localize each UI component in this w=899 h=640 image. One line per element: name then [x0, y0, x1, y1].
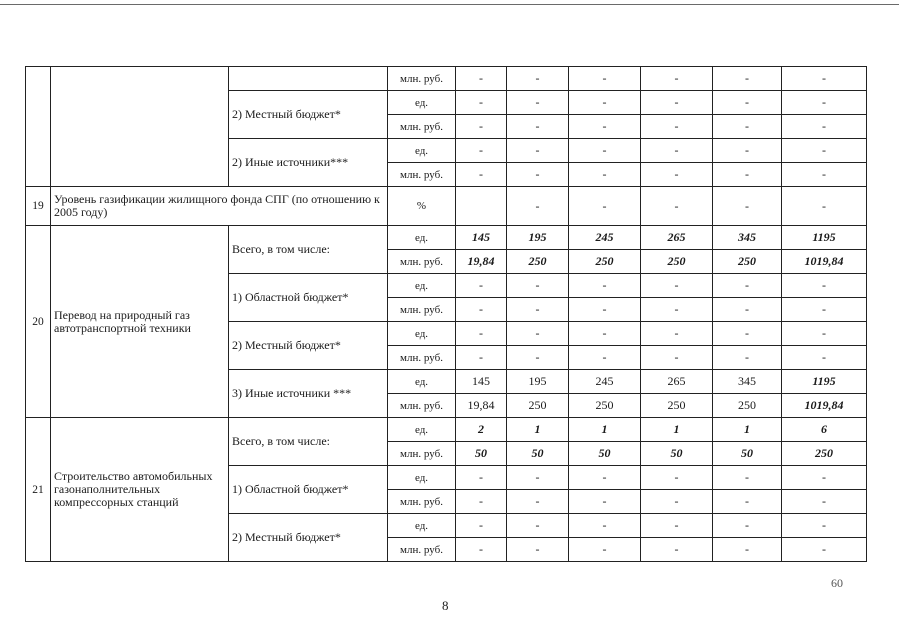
value-cell: - [569, 346, 641, 370]
unit-cell: млн. руб. [388, 250, 456, 274]
value-cell: 245 [569, 370, 641, 394]
value-cell: - [507, 514, 569, 538]
value-cell: - [782, 163, 867, 187]
value-cell: 6 [782, 418, 867, 442]
value-cell: - [507, 187, 569, 226]
unit-cell: млн. руб. [388, 394, 456, 418]
source-cell: 2) Местный бюджет* [229, 91, 388, 139]
value-cell: 1019,84 [782, 250, 867, 274]
unit-cell: млн. руб. [388, 163, 456, 187]
value-cell: - [713, 67, 782, 91]
value-cell: - [713, 466, 782, 490]
value-cell: 345 [713, 226, 782, 250]
value-cell: - [782, 322, 867, 346]
value-cell: - [507, 298, 569, 322]
value-cell: - [641, 139, 713, 163]
unit-cell: % [388, 187, 456, 226]
source-cell: 3) Иные источники *** [229, 370, 388, 418]
value-cell: 250 [782, 442, 867, 466]
value-cell: - [782, 115, 867, 139]
value-cell: - [713, 187, 782, 226]
value-cell: 250 [641, 250, 713, 274]
value-cell: - [641, 91, 713, 115]
value-cell: - [507, 139, 569, 163]
table-row [26, 418, 867, 442]
value-cell: - [782, 346, 867, 370]
value-cell: - [456, 514, 507, 538]
table-row [26, 187, 867, 226]
value-cell: 250 [713, 394, 782, 418]
page-number: 60 [831, 576, 843, 590]
value-cell: - [713, 346, 782, 370]
value-cell: - [456, 163, 507, 187]
value-cell: - [713, 115, 782, 139]
source-cell: Всего, в том числе: [229, 226, 388, 274]
value-cell: 2 [456, 418, 507, 442]
value-cell: - [713, 91, 782, 115]
value-cell: - [569, 67, 641, 91]
value-cell: - [641, 67, 713, 91]
source-cell: Всего, в том числе: [229, 418, 388, 466]
value-cell: - [713, 514, 782, 538]
value-cell: - [641, 274, 713, 298]
value-cell: - [641, 514, 713, 538]
value-cell: - [569, 514, 641, 538]
value-cell: - [507, 322, 569, 346]
value-cell: - [569, 115, 641, 139]
unit-cell: ед. [388, 274, 456, 298]
value-cell: 50 [507, 442, 569, 466]
value-cell: - [456, 91, 507, 115]
value-cell: 145 [456, 370, 507, 394]
value-cell: - [507, 346, 569, 370]
unit-cell: млн. руб. [388, 115, 456, 139]
value-cell: - [713, 538, 782, 562]
value-cell: - [641, 466, 713, 490]
row-number-cell [26, 67, 51, 187]
value-cell: - [569, 466, 641, 490]
value-cell: - [456, 115, 507, 139]
value-cell: 250 [713, 250, 782, 274]
unit-cell: ед. [388, 466, 456, 490]
top-rule [0, 4, 899, 5]
unit-cell: ед. [388, 514, 456, 538]
value-cell: - [456, 322, 507, 346]
value-cell: - [507, 538, 569, 562]
source-cell: 2) Местный бюджет* [229, 514, 388, 562]
value-cell: - [456, 466, 507, 490]
value-cell: - [713, 298, 782, 322]
value-cell: - [456, 274, 507, 298]
value-cell: 250 [507, 250, 569, 274]
row-title-cell: Уровень газификации жилищного фонда СПГ (по отношению к 2005 году) [51, 187, 388, 226]
value-cell [456, 187, 507, 226]
value-cell: - [782, 274, 867, 298]
value-cell: - [641, 490, 713, 514]
value-cell: 245 [569, 226, 641, 250]
value-cell: 50 [641, 442, 713, 466]
row-title-cell [51, 67, 229, 187]
value-cell: - [782, 67, 867, 91]
unit-cell: млн. руб. [388, 538, 456, 562]
source-cell [229, 67, 388, 91]
unit-cell: ед. [388, 370, 456, 394]
value-cell: - [641, 163, 713, 187]
value-cell: - [569, 538, 641, 562]
value-cell: 265 [641, 370, 713, 394]
value-cell: 1 [713, 418, 782, 442]
source-cell: 1) Областной бюджет* [229, 274, 388, 322]
unit-cell: ед. [388, 418, 456, 442]
value-cell: - [641, 187, 713, 226]
value-cell: 19,84 [456, 250, 507, 274]
value-cell: - [641, 298, 713, 322]
value-cell: - [782, 514, 867, 538]
unit-cell: млн. руб. [388, 442, 456, 466]
value-cell: - [782, 187, 867, 226]
value-cell: - [507, 67, 569, 91]
table-row [26, 67, 867, 91]
unit-cell: млн. руб. [388, 346, 456, 370]
value-cell: 345 [713, 370, 782, 394]
unit-cell: ед. [388, 91, 456, 115]
unit-cell: млн. руб. [388, 298, 456, 322]
value-cell: 195 [507, 370, 569, 394]
value-cell: 19,84 [456, 394, 507, 418]
source-cell: 2) Иные источники*** [229, 139, 388, 187]
row-number-cell: 20 [26, 226, 51, 418]
row-title-cell: Строительство автомобильных газонаполнительных компрессорных станций [51, 418, 229, 562]
unit-cell: ед. [388, 226, 456, 250]
unit-cell: млн. руб. [388, 490, 456, 514]
page-number-center: 8 [442, 598, 449, 613]
table-row [26, 226, 867, 250]
row-title-cell: Перевод на природный газ автотранспортной техники [51, 226, 229, 418]
value-cell: - [782, 466, 867, 490]
unit-cell: ед. [388, 322, 456, 346]
value-cell: - [456, 139, 507, 163]
value-cell: - [507, 115, 569, 139]
value-cell: - [782, 91, 867, 115]
value-cell: 250 [569, 250, 641, 274]
value-cell: 1195 [782, 370, 867, 394]
value-cell: - [782, 298, 867, 322]
value-cell: - [569, 91, 641, 115]
value-cell: - [569, 322, 641, 346]
value-cell: - [713, 274, 782, 298]
value-cell: - [569, 298, 641, 322]
value-cell: - [456, 67, 507, 91]
row-number-cell: 19 [26, 187, 51, 226]
value-cell: - [713, 163, 782, 187]
value-cell: - [641, 346, 713, 370]
value-cell: - [713, 490, 782, 514]
row-number-cell: 21 [26, 418, 51, 562]
value-cell: - [569, 187, 641, 226]
source-cell: 1) Областной бюджет* [229, 466, 388, 514]
value-cell: - [782, 139, 867, 163]
value-cell: - [456, 490, 507, 514]
value-cell: 1 [569, 418, 641, 442]
value-cell: - [641, 115, 713, 139]
value-cell: - [782, 490, 867, 514]
value-cell: - [713, 322, 782, 346]
source-cell: 2) Местный бюджет* [229, 322, 388, 370]
value-cell: - [569, 490, 641, 514]
value-cell: 50 [713, 442, 782, 466]
value-cell: - [507, 466, 569, 490]
value-cell: - [507, 91, 569, 115]
value-cell: - [456, 346, 507, 370]
value-cell: - [641, 538, 713, 562]
value-cell: 250 [641, 394, 713, 418]
value-cell: 265 [641, 226, 713, 250]
value-cell: - [456, 298, 507, 322]
value-cell: 1019,84 [782, 394, 867, 418]
value-cell: - [569, 163, 641, 187]
value-cell: 145 [456, 226, 507, 250]
value-cell: 250 [507, 394, 569, 418]
value-cell: 250 [569, 394, 641, 418]
value-cell: - [782, 538, 867, 562]
budget-table [25, 66, 867, 562]
value-cell: - [569, 139, 641, 163]
value-cell: - [507, 163, 569, 187]
value-cell: 1 [641, 418, 713, 442]
value-cell: - [507, 490, 569, 514]
value-cell: 1 [507, 418, 569, 442]
value-cell: 50 [569, 442, 641, 466]
value-cell: - [641, 322, 713, 346]
value-cell: - [456, 538, 507, 562]
value-cell: 1195 [782, 226, 867, 250]
value-cell: - [713, 139, 782, 163]
value-cell: - [507, 274, 569, 298]
unit-cell: ед. [388, 139, 456, 163]
unit-cell: млн. руб. [388, 67, 456, 91]
value-cell: 195 [507, 226, 569, 250]
value-cell: 50 [456, 442, 507, 466]
value-cell: - [569, 274, 641, 298]
